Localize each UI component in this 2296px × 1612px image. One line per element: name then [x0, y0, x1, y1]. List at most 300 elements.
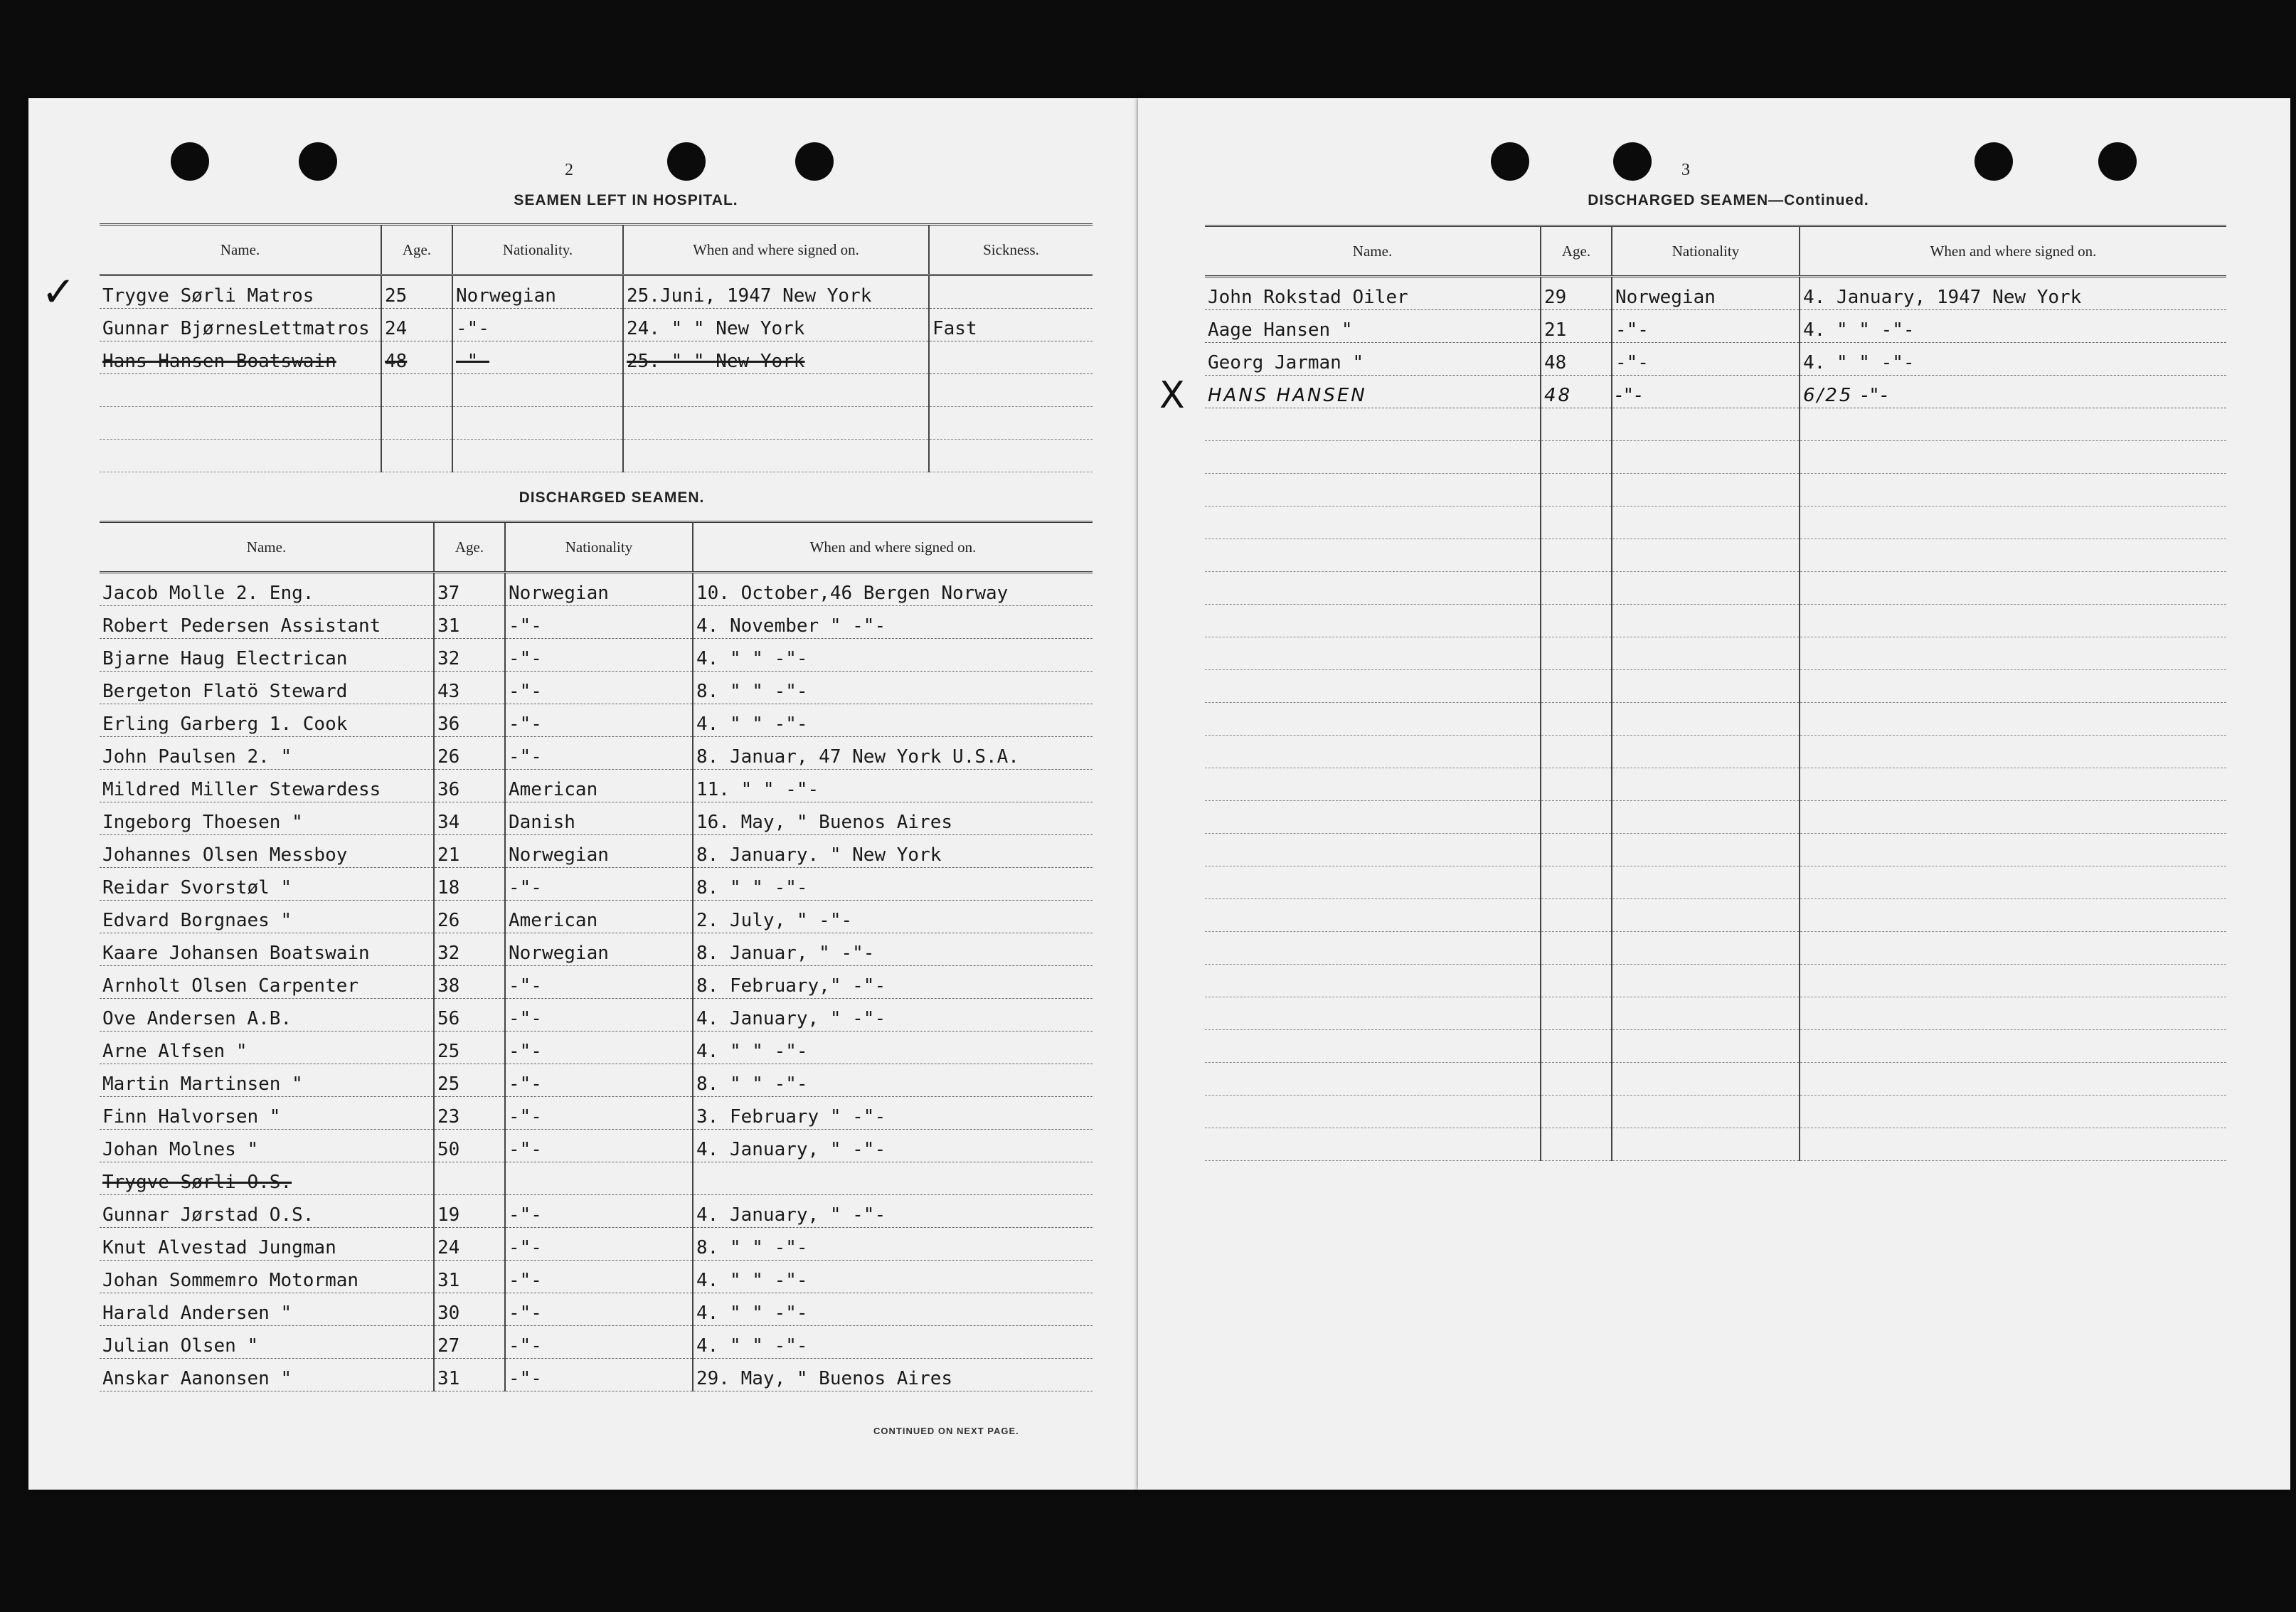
- handwritten-mark: ✓: [41, 267, 76, 316]
- hospital-table: [100, 223, 1093, 472]
- cell-nationality: [1612, 736, 1800, 768]
- cell-name: [1205, 637, 1541, 670]
- cell-age: [1541, 768, 1612, 801]
- table-row: [100, 1162, 1093, 1195]
- table-row: [100, 341, 1093, 374]
- cell-nationality: Norwegian: [452, 275, 623, 309]
- cell-signed: 25.Juni, 1947 New York: [623, 275, 929, 309]
- cell-name: [1205, 866, 1541, 899]
- cell-signed: [1800, 670, 2226, 703]
- column-header-age: Age.: [1541, 226, 1612, 277]
- table-row: [100, 639, 1093, 672]
- page-number: 3: [1681, 161, 1690, 179]
- table-row: [1205, 572, 2226, 605]
- cell-name: Bergeton Flatö Steward: [100, 672, 434, 704]
- cell-signed: [1800, 1030, 2226, 1063]
- cell-age: 26: [434, 737, 505, 770]
- table-row: [100, 901, 1093, 933]
- cell-nationality: Norwegian: [505, 573, 693, 606]
- cell-signed: [623, 440, 929, 472]
- cell-nationality: -"-: [1612, 310, 1800, 343]
- cell-nationality: American: [505, 901, 693, 933]
- cell-name: Arnholt Olsen Carpenter: [100, 966, 434, 999]
- cell-name: Georg Jarman ": [1205, 343, 1541, 376]
- cell-nationality: [1612, 441, 1800, 474]
- cell-name: [1205, 768, 1541, 801]
- column-header-signed-on: When and where signed on.: [693, 522, 1093, 573]
- table-row: [1205, 965, 2226, 997]
- table-row: [1205, 539, 2226, 572]
- cell-age: [1541, 703, 1612, 736]
- cell-signed: 8. " " -"-: [693, 1228, 1093, 1261]
- cell-nationality: -"-: [452, 309, 623, 341]
- cell-age: [1541, 539, 1612, 572]
- cell-signed: [1800, 572, 2226, 605]
- cell-nationality: [1612, 637, 1800, 670]
- cell-nationality: Norwegian: [505, 933, 693, 966]
- cell-signed: 4. " " -"-: [693, 704, 1093, 737]
- table-row: [100, 933, 1093, 966]
- left-page: [28, 98, 1139, 1490]
- table-row: [100, 704, 1093, 737]
- cell-signed: [1800, 539, 2226, 572]
- cell-age: [1541, 441, 1612, 474]
- cell-signed: [1800, 899, 2226, 932]
- cell-age: 31: [434, 606, 505, 639]
- cell-name: Kaare Johansen Boatswain: [100, 933, 434, 966]
- cell-signed: 6/25 -"-: [1800, 376, 2226, 408]
- cell-name: Ove Andersen A.B.: [100, 999, 434, 1032]
- table-row: [1205, 408, 2226, 441]
- cell-age: [1541, 899, 1612, 932]
- cell-signed: 4. January, 1947 New York: [1800, 277, 2226, 310]
- cell-signed: [1800, 408, 2226, 441]
- cell-name: [1205, 1096, 1541, 1128]
- table-row: [100, 1064, 1093, 1097]
- cell-signed: 4. " " -"-: [693, 1261, 1093, 1293]
- table-row: [100, 1261, 1093, 1293]
- cell-nationality: [1612, 1096, 1800, 1128]
- page-number: 2: [565, 161, 573, 179]
- cell-signed: 25. " " New York: [623, 341, 929, 374]
- table-row: [100, 1326, 1093, 1359]
- cell-age: [1541, 834, 1612, 866]
- continued-note: CONTINUED ON NEXT PAGE.: [873, 1426, 1019, 1436]
- cell-signed: [1800, 997, 2226, 1030]
- cell-age: 32: [434, 933, 505, 966]
- cell-nationality: Norwegian: [505, 835, 693, 868]
- table-row: [100, 1293, 1093, 1326]
- cell-age: [1541, 605, 1612, 637]
- cell-age: 32: [434, 639, 505, 672]
- cell-name: Edvard Borgnaes ": [100, 901, 434, 933]
- cell-name: Hans Hansen Boatswain: [100, 341, 381, 374]
- cell-name: HANS HANSEN: [1205, 376, 1541, 408]
- cell-name: Jacob Molle 2. Eng.: [100, 573, 434, 606]
- column-header-nationality: Nationality.: [452, 225, 623, 275]
- cell-nationality: -"-: [505, 999, 693, 1032]
- table-row: [100, 1359, 1093, 1391]
- cell-nationality: [1612, 408, 1800, 441]
- cell-age: 31: [434, 1261, 505, 1293]
- cell-age: [1541, 997, 1612, 1030]
- hospital-section-title: SEAMEN LEFT IN HOSPITAL.: [514, 192, 738, 208]
- cell-nationality: [1612, 1030, 1800, 1063]
- cell-signed: 8. Januar, " -"-: [693, 933, 1093, 966]
- cell-age: [1541, 1128, 1612, 1161]
- cell-age: 36: [434, 770, 505, 802]
- cell-age: 27: [434, 1326, 505, 1359]
- cell-name: Ingeborg Thoesen ": [100, 802, 434, 835]
- table-row: [100, 672, 1093, 704]
- cell-nationality: -"-: [505, 1097, 693, 1130]
- cell-nationality: -"-: [452, 341, 623, 374]
- cell-age: 25: [381, 275, 452, 309]
- cell-nationality: [1612, 866, 1800, 899]
- cell-age: 24: [381, 309, 452, 341]
- table-row: [100, 966, 1093, 999]
- cell-name: [1205, 670, 1541, 703]
- punch-hole: [1491, 142, 1529, 181]
- punch-hole: [2098, 142, 2137, 181]
- punch-hole: [795, 142, 834, 181]
- cell-age: [1541, 1030, 1612, 1063]
- cell-nationality: -"-: [505, 868, 693, 901]
- table-row: [1205, 474, 2226, 507]
- cell-name: [1205, 539, 1541, 572]
- cell-name: [1205, 1063, 1541, 1096]
- cell-nationality: -"-: [505, 737, 693, 770]
- cell-nationality: [1612, 768, 1800, 801]
- cell-name: Trygve Sørli Matros: [100, 275, 381, 309]
- cell-age: 23: [434, 1097, 505, 1130]
- table-row: [1205, 1096, 2226, 1128]
- cell-nationality: -"-: [505, 1064, 693, 1097]
- cell-name: [1205, 1030, 1541, 1063]
- cell-signed: 4. January, " -"-: [693, 1130, 1093, 1162]
- table-row: [100, 1228, 1093, 1261]
- cell-signed: [1800, 1096, 2226, 1128]
- discharged-section-title: DISCHARGED SEAMEN.: [519, 489, 705, 506]
- table-row: [1205, 899, 2226, 932]
- cell-nationality: -"-: [505, 704, 693, 737]
- cell-nationality: -"-: [505, 1359, 693, 1391]
- cell-age: [1541, 507, 1612, 539]
- cell-age: [1541, 1096, 1612, 1128]
- cell-age: 30: [434, 1293, 505, 1326]
- table-row: [1205, 1030, 2226, 1063]
- discharged-table: [100, 521, 1093, 1391]
- cell-name: Finn Halvorsen ": [100, 1097, 434, 1130]
- cell-signed: 2. July, " -"-: [693, 901, 1093, 933]
- cell-nationality: -"-: [505, 1326, 693, 1359]
- cell-signed: 11. " " -"-: [693, 770, 1093, 802]
- cell-age: 43: [434, 672, 505, 704]
- cell-signed: 4. " " -"-: [1800, 343, 2226, 376]
- punch-hole: [1975, 142, 2013, 181]
- cell-nationality: [452, 374, 623, 407]
- column-header-age: Age.: [381, 225, 452, 275]
- table-row: [100, 1130, 1093, 1162]
- column-header-sickness: Sickness.: [929, 225, 1093, 275]
- cell-nationality: -"-: [505, 639, 693, 672]
- cell-name: [1205, 441, 1541, 474]
- table-row: [1205, 343, 2226, 376]
- cell-nationality: [1612, 670, 1800, 703]
- cell-age: [1541, 932, 1612, 965]
- table-row: [1205, 801, 2226, 834]
- cell-nationality: -"-: [505, 1228, 693, 1261]
- cell-nationality: -"-: [1612, 343, 1800, 376]
- cell-signed: [1800, 866, 2226, 899]
- cell-name: [1205, 736, 1541, 768]
- cell-age: [1541, 965, 1612, 997]
- cell-name: Arne Alfsen ": [100, 1032, 434, 1064]
- cell-signed: 4. January, " -"-: [693, 999, 1093, 1032]
- cell-name: Knut Alvestad Jungman: [100, 1228, 434, 1261]
- table-row: [1205, 376, 2226, 408]
- cell-age: 24: [434, 1228, 505, 1261]
- table-row: [100, 606, 1093, 639]
- cell-age: 37: [434, 573, 505, 606]
- cell-nationality: [452, 407, 623, 440]
- cell-name: Gunnar BjørnesLettmatros: [100, 309, 381, 341]
- cell-signed: 4. January, " -"-: [693, 1195, 1093, 1228]
- cell-age: [1541, 408, 1612, 441]
- cell-nationality: -"-: [505, 1032, 693, 1064]
- cell-nationality: American: [505, 770, 693, 802]
- cell-age: [1541, 474, 1612, 507]
- cell-name: Reidar Svorstøl ": [100, 868, 434, 901]
- column-header-name: Name.: [100, 522, 434, 573]
- table-row: [100, 275, 1093, 309]
- cell-nationality: [1612, 1063, 1800, 1096]
- table-row: [100, 407, 1093, 440]
- cell-age: 36: [434, 704, 505, 737]
- table-row: [1205, 277, 2226, 310]
- cell-name: Harald Andersen ": [100, 1293, 434, 1326]
- cell-sickness: [929, 341, 1093, 374]
- table-row: [1205, 670, 2226, 703]
- cell-name: [1205, 932, 1541, 965]
- cell-nationality: [505, 1162, 693, 1195]
- cell-name: [100, 407, 381, 440]
- cell-age: [1541, 637, 1612, 670]
- cell-nationality: Norwegian: [1612, 277, 1800, 310]
- cell-age: 50: [434, 1130, 505, 1162]
- cell-name: John Paulsen 2. ": [100, 737, 434, 770]
- cell-age: [1541, 866, 1612, 899]
- table-row: [100, 374, 1093, 407]
- table-row: [1205, 507, 2226, 539]
- cell-age: 21: [434, 835, 505, 868]
- cell-name: Julian Olsen ": [100, 1326, 434, 1359]
- cell-name: [1205, 572, 1541, 605]
- cell-nationality: [1612, 1128, 1800, 1161]
- cell-age: 38: [434, 966, 505, 999]
- table-row: [1205, 997, 2226, 1030]
- cell-signed: 4. " " -"-: [693, 639, 1093, 672]
- cell-name: Martin Martinsen ": [100, 1064, 434, 1097]
- cell-sickness: Fast: [929, 309, 1093, 341]
- column-header-nationality: Nationality: [505, 522, 693, 573]
- cell-nationality: -"-: [505, 1195, 693, 1228]
- discharged-continued-table: [1205, 225, 2226, 1161]
- table-row: [1205, 932, 2226, 965]
- cell-name: Johan Molnes ": [100, 1130, 434, 1162]
- cell-signed: [623, 374, 929, 407]
- cell-name: [100, 440, 381, 472]
- cell-signed: [1800, 768, 2226, 801]
- cell-nationality: -"-: [505, 672, 693, 704]
- cell-signed: 4. " " -"-: [693, 1032, 1093, 1064]
- cell-age: [1541, 801, 1612, 834]
- cell-signed: 3. February " -"-: [693, 1097, 1093, 1130]
- table-row: [100, 802, 1093, 835]
- cell-name: Robert Pedersen Assistant: [100, 606, 434, 639]
- cell-sickness: [929, 374, 1093, 407]
- cell-age: 48: [1541, 343, 1612, 376]
- table-row: [1205, 703, 2226, 736]
- cell-signed: 8. " " -"-: [693, 868, 1093, 901]
- column-header-signed-on: When and where signed on.: [623, 225, 929, 275]
- cell-signed: [623, 407, 929, 440]
- table-row: [1205, 834, 2226, 866]
- cell-signed: 4. " " -"-: [1800, 310, 2226, 343]
- right-page: [1138, 98, 2290, 1490]
- table-row: [100, 868, 1093, 901]
- cell-nationality: -"-: [505, 1261, 693, 1293]
- cell-name: [1205, 834, 1541, 866]
- cell-signed: [1800, 834, 2226, 866]
- cell-name: [1205, 997, 1541, 1030]
- cell-name: Johannes Olsen Messboy: [100, 835, 434, 868]
- column-header-name: Name.: [1205, 226, 1541, 277]
- punch-hole: [171, 142, 209, 181]
- cell-age: [434, 1162, 505, 1195]
- table-row: [100, 1032, 1093, 1064]
- cell-age: 21: [1541, 310, 1612, 343]
- table-row: [100, 573, 1093, 606]
- punch-hole: [1613, 142, 1652, 181]
- table-row: [100, 835, 1093, 868]
- cell-signed: [1800, 637, 2226, 670]
- cell-age: 31: [434, 1359, 505, 1391]
- cell-sickness: [929, 440, 1093, 472]
- column-header-age: Age.: [434, 522, 505, 573]
- table-row: [100, 309, 1093, 341]
- cell-signed: 10. October,46 Bergen Norway: [693, 573, 1093, 606]
- cell-signed: 24. " " New York: [623, 309, 929, 341]
- cell-name: Aage Hansen ": [1205, 310, 1541, 343]
- cell-name: [1205, 408, 1541, 441]
- cell-signed: [693, 1162, 1093, 1195]
- cell-signed: 4. " " -"-: [693, 1326, 1093, 1359]
- cell-name: John Rokstad Oiler: [1205, 277, 1541, 310]
- cell-signed: [1800, 703, 2226, 736]
- cell-nationality: Danish: [505, 802, 693, 835]
- table-row: [100, 737, 1093, 770]
- cell-nationality: -"-: [505, 606, 693, 639]
- cell-nationality: [1612, 801, 1800, 834]
- table-row: [1205, 768, 2226, 801]
- cell-name: Mildred Miller Stewardess: [100, 770, 434, 802]
- table-row: [100, 770, 1093, 802]
- cell-name: [1205, 507, 1541, 539]
- cell-name: Anskar Aanonsen ": [100, 1359, 434, 1391]
- cell-age: [1541, 572, 1612, 605]
- cell-name: [1205, 965, 1541, 997]
- cell-signed: [1800, 736, 2226, 768]
- cell-signed: 29. May, " Buenos Aires: [693, 1359, 1093, 1391]
- cell-sickness: [929, 407, 1093, 440]
- table-row: [100, 999, 1093, 1032]
- cell-nationality: -"-: [505, 966, 693, 999]
- cell-name: [1205, 1128, 1541, 1161]
- cell-nationality: -"-: [1612, 376, 1800, 408]
- handwritten-x-mark: X: [1159, 374, 1185, 417]
- cell-signed: 8. February," -"-: [693, 966, 1093, 999]
- cell-nationality: [452, 440, 623, 472]
- cell-nationality: [1612, 572, 1800, 605]
- table-row: [100, 1097, 1093, 1130]
- cell-nationality: [1612, 899, 1800, 932]
- cell-name: [1205, 801, 1541, 834]
- cell-name: Johan Sommemro Motorman: [100, 1261, 434, 1293]
- cell-age: 25: [434, 1032, 505, 1064]
- column-header-nationality: Nationality: [1612, 226, 1800, 277]
- cell-age: [381, 407, 452, 440]
- discharged-continued-title: DISCHARGED SEAMEN—Continued.: [1588, 192, 1869, 208]
- cell-name: [1205, 703, 1541, 736]
- cell-nationality: [1612, 703, 1800, 736]
- cell-signed: 8. " " -"-: [693, 1064, 1093, 1097]
- cell-age: [1541, 1063, 1612, 1096]
- cell-age: 18: [434, 868, 505, 901]
- punch-hole: [667, 142, 706, 181]
- cell-age: 48: [1541, 376, 1612, 408]
- cell-age: [1541, 736, 1612, 768]
- cell-age: 19: [434, 1195, 505, 1228]
- cell-name: [1205, 605, 1541, 637]
- cell-nationality: -"-: [505, 1293, 693, 1326]
- table-row: [1205, 1063, 2226, 1096]
- cell-name: [1205, 899, 1541, 932]
- cell-nationality: [1612, 834, 1800, 866]
- cell-nationality: [1612, 997, 1800, 1030]
- cell-name: Erling Garberg 1. Cook: [100, 704, 434, 737]
- table-row: [1205, 441, 2226, 474]
- cell-age: 34: [434, 802, 505, 835]
- column-header-name: Name.: [100, 225, 381, 275]
- table-row: [100, 440, 1093, 472]
- cell-signed: [1800, 1063, 2226, 1096]
- table-row: [1205, 736, 2226, 768]
- cell-name: Bjarne Haug Electrican: [100, 639, 434, 672]
- punch-hole: [299, 142, 337, 181]
- cell-age: [1541, 670, 1612, 703]
- cell-age: 48: [381, 341, 452, 374]
- cell-age: 25: [434, 1064, 505, 1097]
- cell-name: Trygve Sørli O.S.: [100, 1162, 434, 1195]
- cell-age: 29: [1541, 277, 1612, 310]
- cell-nationality: [1612, 965, 1800, 997]
- cell-signed: [1800, 605, 2226, 637]
- cell-name: [100, 374, 381, 407]
- cell-age: [381, 374, 452, 407]
- cell-nationality: [1612, 605, 1800, 637]
- cell-signed: 8. " " -"-: [693, 672, 1093, 704]
